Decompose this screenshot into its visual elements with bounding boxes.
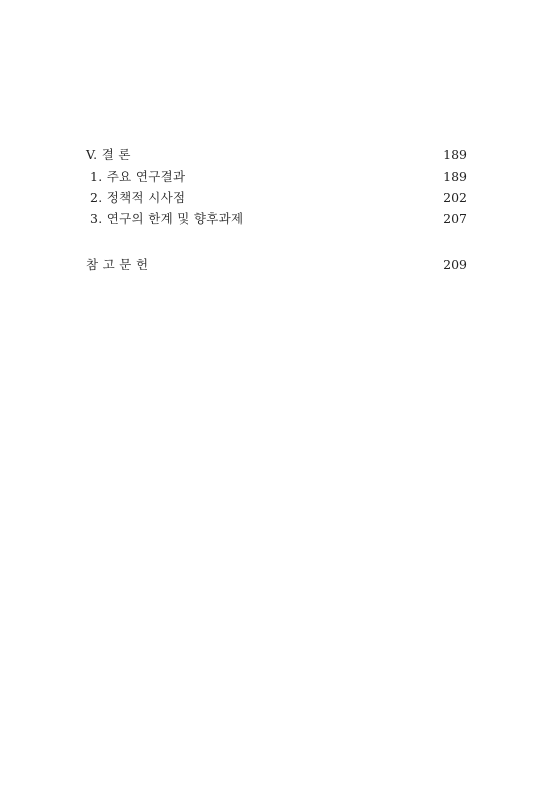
toc-entry-title: V. 결 론 (86, 147, 131, 162)
toc-leader-dots (139, 146, 442, 164)
toc-entry-main-findings[interactable] (90, 168, 467, 186)
toc-entry-policy-implications[interactable] (90, 189, 467, 207)
toc-leader-dots (193, 189, 442, 207)
toc-entry-title: 1. 주요 연구결과 (90, 169, 186, 184)
toc-entry-title: 2. 정책적 시사점 (90, 190, 186, 205)
toc-entry-page: 189 (443, 169, 467, 184)
toc-entry-references[interactable] (86, 256, 467, 274)
toc-leader-dots (156, 256, 442, 274)
toc-entry-page: 189 (443, 147, 467, 162)
toc-leader-dots (251, 210, 442, 228)
toc-entry-page: 207 (443, 211, 467, 226)
toc-entry-page: 202 (443, 190, 467, 205)
toc-entry-title: 3. 연구의 한계 및 향후과제 (90, 211, 244, 226)
toc-leader-dots (193, 168, 442, 186)
toc-entry-title: 참 고 문 헌 (86, 257, 149, 272)
toc-entry-page: 209 (443, 257, 467, 272)
toc-entry-conclusion[interactable] (86, 146, 467, 164)
toc-entry-limitations[interactable] (90, 210, 467, 228)
